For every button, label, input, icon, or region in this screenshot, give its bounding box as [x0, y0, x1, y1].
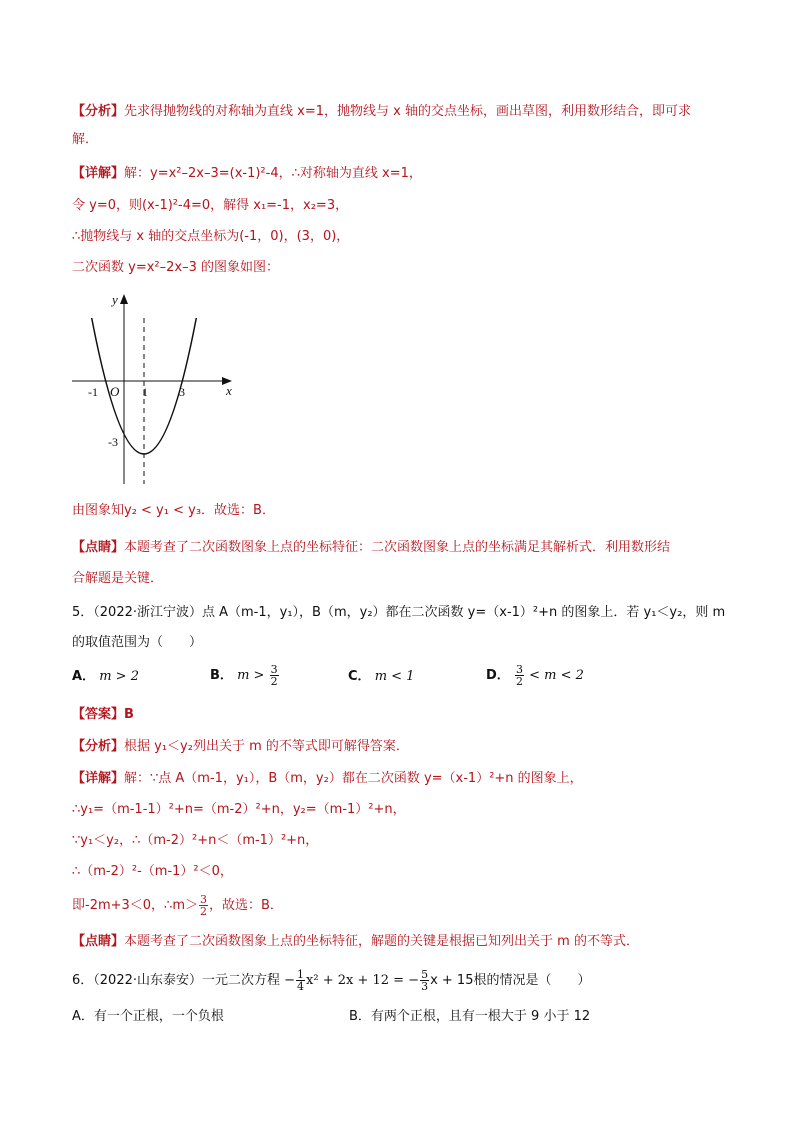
- analysis-line-1: [72, 103, 691, 121]
- detail-text: 解：y=x²–2x–3=(x-1)²-4，∴对称轴为直线 x=1，: [124, 166, 422, 181]
- q6-stem-line: [72, 969, 590, 992]
- q5-stem-line-1: 5．（2022·浙江宁波）点 A（m-1，y₁），B（m，y₂）都在二次函数 y=（x-1）²+n 的图象上．若 y₁＜y₂，则 m: [72, 605, 726, 620]
- q5-detail-line-4: ∴（m-2）²-（m-1）²＜0，: [72, 864, 233, 879]
- q6-option-a: A．有一个正根，一个负根: [72, 1009, 224, 1024]
- q5-detail-line-3: ∵y₁＜y₂，∴（m-2）²+n＜（m-1）²+n，: [72, 833, 319, 848]
- q6-fraction-1: $\frac{1}{4}$: [297, 968, 305, 993]
- analysis-tag: 【分析】: [72, 104, 125, 119]
- q5-comment-tag: 【点睛】: [72, 934, 125, 949]
- q5-option-c-letter: C．: [348, 669, 371, 684]
- origin-label: O: [110, 384, 120, 399]
- q5-option-b: [210, 664, 280, 687]
- comment-tag: 【点睛】: [72, 540, 125, 555]
- answer-tag: 【答案】: [72, 707, 125, 722]
- q5-option-d-letter: D．: [486, 668, 510, 683]
- q5-detail-tag: 【详解】: [72, 771, 125, 786]
- q5-detail-5-fraction: $\frac{3}{2}$: [200, 893, 207, 918]
- detail-line-4: 二次函数 y=x²–2x–3 的图象如图：: [72, 260, 279, 275]
- q5-analysis-tag: 【分析】: [72, 739, 125, 754]
- q5-detail-5-pre: 即-2m+3＜0，∴m＞: [72, 898, 198, 913]
- q5-option-b-text: m >: [237, 668, 265, 683]
- q5-option-a-letter: A．: [72, 669, 96, 684]
- q5-option-c-text: m < 1: [374, 669, 415, 684]
- conclusion-line: 由图象知y₂ < y₁ < y₃．故选：B．: [72, 503, 275, 518]
- x-axis-label: x: [226, 383, 232, 398]
- comment-text: 本题考查了二次函数图象上点的坐标特征：二次函数图象上点的坐标满足其解析式．利用数形结: [124, 540, 671, 555]
- q6-fraction-2: $\frac{5}{3}$: [421, 968, 429, 993]
- q6-stem-pre: 6．（2022·山东泰安）一元二次方程 −: [72, 973, 296, 988]
- q5-detail-line-2: ∴y₁=（m-1-1）²+n=（m-2）²+n，y₂=（m-1）²+n，: [72, 802, 406, 817]
- comment-line-1: [72, 539, 670, 557]
- y-axis-arrow: [120, 294, 128, 304]
- q5-option-b-fraction: $\frac{3}{2}$: [270, 663, 278, 688]
- tick-label-3: 3: [179, 385, 185, 399]
- q5-comment-text: 本题考查了二次函数图象上点的坐标特征，解题的关键是根据已知列出关于 m 的不等式．: [124, 934, 639, 949]
- detail-line-2: 令 y=0，则(x-1)²-4=0，解得 x₁=-1，x₂=3，: [72, 198, 349, 213]
- detail-line-3: ∴抛物线与 x 轴的交点坐标为(-1，0)，(3，0)，: [72, 229, 350, 244]
- q5-option-a-text: m > 2: [99, 669, 139, 684]
- q5-option-c: [348, 668, 414, 686]
- q5-analysis-line: [72, 738, 409, 756]
- q6-stem-mid: x² + 2x + 12 = −: [306, 973, 420, 988]
- parabola-graph: [70, 288, 240, 488]
- tick-label-1: 1: [142, 385, 148, 399]
- q5-option-d-text: < m < 2: [529, 668, 584, 683]
- tick-label-neg3: -3: [108, 435, 118, 449]
- q5-detail-5-post: ，故选：B．: [209, 898, 283, 913]
- q5-option-d-fraction: $\frac{3}{2}$: [515, 663, 523, 688]
- q5-analysis-text: 根据 y₁＜y₂列出关于 m 的不等式即可解得答案．: [124, 739, 409, 754]
- q6-stem-post: x + 15根的情况是（ ）: [430, 973, 591, 988]
- analysis-text: 先求得抛物线的对称轴为直线 x=1，抛物线与 x 轴的交点坐标，画出草图，利用数形结合，即可求: [124, 104, 691, 119]
- analysis-line-2: 解．: [72, 132, 99, 147]
- q5-option-a: [72, 668, 139, 686]
- q5-option-d: [486, 664, 584, 687]
- q5-comment-line: [72, 933, 639, 951]
- q5-answer-line: [72, 706, 134, 724]
- y-axis-label: y: [112, 292, 118, 307]
- comment-line-2: 合解题是关键．: [72, 571, 164, 586]
- tick-label-neg1: -1: [88, 385, 98, 399]
- q5-detail-line-1: [72, 770, 583, 788]
- q5-stem-line-2: 的取值范围为（ ）: [72, 635, 203, 650]
- q5-detail-text: 解：∵点 A（m-1，y₁），B（m，y₂）都在二次函数 y=（x-1）²+n 的图象上，: [124, 771, 583, 786]
- q5-detail-line-5: [72, 894, 283, 917]
- q5-answer-value: B: [124, 707, 134, 722]
- q6-option-b: B．有两个正根，且有一根大于 9 小于 12: [349, 1009, 591, 1024]
- detail-tag: 【详解】: [72, 166, 125, 181]
- q5-option-b-letter: B．: [210, 668, 233, 683]
- detail-line-1: [72, 165, 422, 183]
